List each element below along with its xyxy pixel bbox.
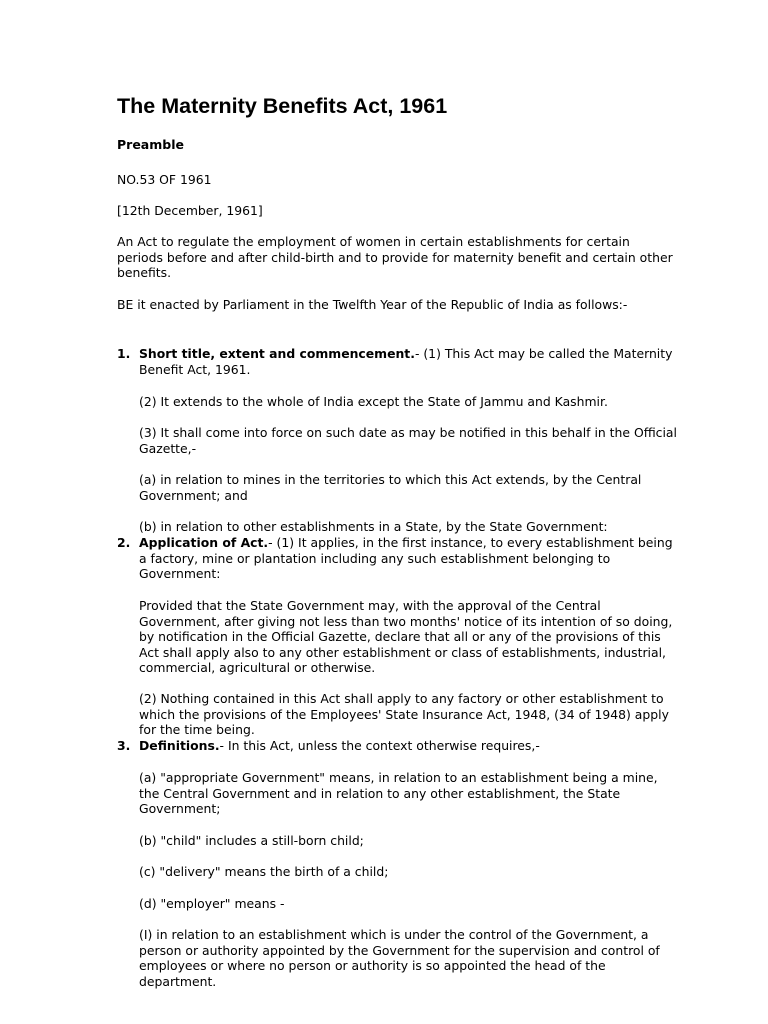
long-title: An Act to regulate the employment of women in certain establishments for certain periods before and after child-birth and to provide for maternity benefit and certain other benefits. [117, 234, 673, 280]
section-heading: Short title, extent and commencement. [139, 346, 415, 361]
section-3-intro [139, 738, 679, 754]
section-heading: Application of Act. [139, 535, 269, 550]
definition-a: (a) "appropriate Government" means, in relation to an establishment being a mine, the Central Government and in relation to any other establishment, the State Government; [139, 770, 658, 816]
document-title: The Maternity Benefits Act, 1961 [117, 94, 448, 118]
definition-d-i: (I) in relation to an establishment which is under the control of the Government, a person or authority appointed by the Government for the supervision and control of employees or where no person or authority is so appointed the head of the department. [139, 927, 660, 989]
section-number: 3. [117, 738, 131, 753]
section-1-subsection-3: (3) It shall come into force on such date as may be notified in this behalf in the Official Gazette,- [139, 425, 677, 456]
section-2-proviso: Provided that the State Government may, with the approval of the Central Government, after giving not less than two months' notice of its intention of so doing, by notification in the Official Gazette, declare that all or any of the provisions of this Act shall apply also to any other establishment or class of establishments, industrial, commercial, agricultural or otherwise. [139, 598, 673, 675]
act-date: [12th December, 1961] [117, 203, 263, 218]
act-number: NO.53 OF 1961 [117, 172, 212, 187]
preamble-heading: Preamble [117, 137, 184, 152]
section-1-intro [139, 346, 679, 377]
definition-d: (d) "employer" means - [139, 896, 285, 911]
section-2-intro [139, 535, 679, 582]
section-1-clause-a: (a) in relation to mines in the territories to which this Act extends, by the Central Government; and [139, 472, 642, 503]
section-number: 2. [117, 535, 131, 550]
definition-c: (c) "delivery" means the birth of a child; [139, 864, 389, 879]
section-text: - (1) This Act may be called the Maternity Benefit Act, 1961. [139, 346, 673, 377]
section-text: - (1) It applies, in the first instance, to every establishment being a factory, mine or plantation including any such establishment belonging to Government: [139, 535, 673, 581]
section-heading: Definitions. [139, 738, 220, 753]
section-text: - In this Act, unless the context otherwise requires,- [219, 738, 540, 753]
section-2-subsection-2: (2) Nothing contained in this Act shall apply to any factory or other establishment to which the provisions of the Employees' State Insurance Act, 1948, (34 of 1948) apply for the time being. [139, 691, 669, 737]
enacting-clause: BE it enacted by Parliament in the Twelfth Year of the Republic of India as follows:- [117, 297, 628, 312]
definition-b: (b) "child" includes a still-born child; [139, 833, 364, 848]
section-1-clause-b: (b) in relation to other establishments in a State, by the State Government: [139, 519, 608, 534]
section-1-subsection-2: (2) It extends to the whole of India except the State of Jammu and Kashmir. [139, 394, 608, 409]
section-number: 1. [117, 346, 131, 361]
